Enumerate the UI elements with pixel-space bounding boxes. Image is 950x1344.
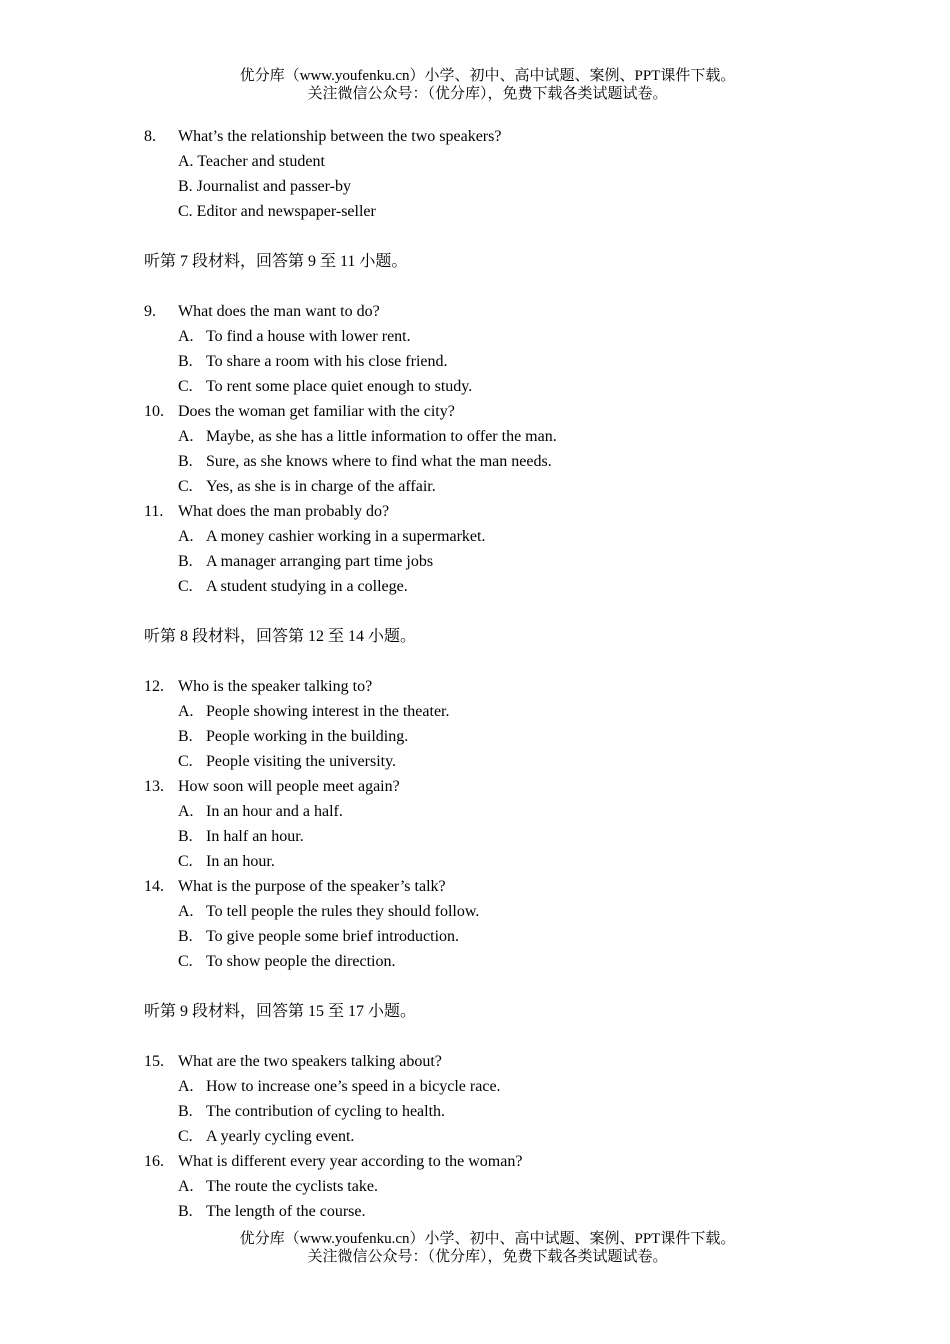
option-letter: C. — [178, 953, 193, 970]
option-text: In half an hour. — [206, 828, 304, 845]
option-item — [0, 324, 950, 349]
option-text: A student studying in a college. — [206, 578, 408, 595]
option-letter: B. — [178, 353, 193, 370]
option-item — [0, 199, 950, 224]
option-item — [0, 949, 950, 974]
option-letter: B. — [178, 828, 193, 845]
option-text: To share a room with his close friend. — [206, 353, 448, 370]
option-text: In an hour and a half. — [206, 803, 343, 820]
question-number: 8. — [144, 128, 156, 145]
question-text: What’s the relationship between the two speakers? — [178, 128, 502, 145]
option-letter: C. — [178, 378, 193, 395]
page-footer — [0, 1230, 950, 1266]
option-item — [0, 349, 950, 374]
option-letter: B. — [178, 728, 193, 745]
option-item — [0, 749, 950, 774]
question-number: 16. — [144, 1153, 164, 1170]
question-13 — [0, 774, 950, 799]
question-text: How soon will people meet again? — [178, 778, 400, 795]
question-number: 14. — [144, 878, 164, 895]
option-letter: A. — [178, 328, 194, 345]
option-item — [0, 699, 950, 724]
option-letter: B. — [178, 1203, 193, 1220]
question-text: Does the woman get familiar with the city? — [178, 403, 455, 420]
option-letter: A. — [178, 703, 194, 720]
option-text: B. Journalist and passer-by — [178, 178, 351, 195]
option-letter: C. — [178, 1128, 193, 1145]
option-text: Maybe, as she has a little information to offer the man. — [206, 428, 557, 445]
page-header — [0, 67, 950, 103]
option-text: People visiting the university. — [206, 753, 397, 770]
option-text: A. Teacher and student — [178, 153, 325, 170]
option-text: C. Editor and newspaper-seller — [178, 203, 376, 220]
option-letter: C. — [178, 753, 193, 770]
question-16 — [0, 1149, 950, 1174]
option-item — [0, 799, 950, 824]
question-14 — [0, 874, 950, 899]
section-heading-7: 听第 7 段材料，回答第 9 至 11 小题。 — [144, 253, 408, 270]
option-text: To find a house with lower rent. — [206, 328, 411, 345]
option-item — [0, 824, 950, 849]
question-number: 13. — [144, 778, 164, 795]
section-heading-9: 听第 9 段材料，回答第 15 至 17 小题。 — [144, 1003, 417, 1020]
question-12 — [0, 674, 950, 699]
option-item — [0, 474, 950, 499]
option-letter: A. — [178, 528, 194, 545]
question-list — [0, 124, 950, 1224]
option-letter: B. — [178, 928, 193, 945]
question-text: What does the man want to do? — [178, 303, 380, 320]
option-letter: B. — [178, 453, 193, 470]
option-letter: C. — [178, 853, 193, 870]
option-letter: B. — [178, 1103, 193, 1120]
option-letter: B. — [178, 553, 193, 570]
option-letter: A. — [178, 428, 194, 445]
option-letter: C. — [178, 478, 193, 495]
question-text: Who is the speaker talking to? — [178, 678, 373, 695]
option-item — [0, 574, 950, 599]
question-15 — [0, 1049, 950, 1074]
option-letter: A. — [178, 1178, 194, 1195]
option-item — [0, 1174, 950, 1199]
option-item — [0, 449, 950, 474]
question-11 — [0, 499, 950, 524]
option-text: The route the cyclists take. — [206, 1178, 378, 1195]
option-text: In an hour. — [206, 853, 275, 870]
option-item — [0, 1199, 950, 1224]
question-10 — [0, 399, 950, 424]
option-item — [0, 549, 950, 574]
footer-line-1: 优分库（www.youfenku.cn）小学、初中、高中试题、案例、PPT课件下载。 — [239, 1231, 736, 1247]
option-text: To show people the direction. — [206, 953, 396, 970]
option-item — [0, 374, 950, 399]
option-text: Sure, as she knows where to find what the man needs. — [206, 453, 552, 470]
option-text: The length of the course. — [206, 1203, 366, 1220]
option-text: Yes, as she is in charge of the affair. — [206, 478, 436, 495]
header-line-2: 关注微信公众号：（优分库），免费下载各类试题试卷。 — [307, 86, 668, 102]
option-text: A yearly cycling event. — [206, 1128, 355, 1145]
section-heading-8: 听第 8 段材料，回答第 12 至 14 小题。 — [144, 628, 417, 645]
option-item — [0, 524, 950, 549]
question-9 — [0, 299, 950, 324]
question-number: 11. — [144, 503, 164, 520]
option-text: People working in the building. — [206, 728, 409, 745]
option-item — [0, 149, 950, 174]
option-text: A money cashier working in a supermarket. — [206, 528, 486, 545]
option-text: People showing interest in the theater. — [206, 703, 450, 720]
option-item — [0, 1124, 950, 1149]
question-text: What is different every year according to the woman? — [178, 1153, 523, 1170]
option-item — [0, 899, 950, 924]
option-item — [0, 424, 950, 449]
question-number: 9. — [144, 303, 156, 320]
option-item — [0, 724, 950, 749]
option-item — [0, 849, 950, 874]
question-text: What are the two speakers talking about? — [178, 1053, 442, 1070]
option-text: To give people some brief introduction. — [206, 928, 460, 945]
question-number: 15. — [144, 1053, 164, 1070]
option-text: How to increase one’s speed in a bicycle race. — [206, 1078, 501, 1095]
question-number: 10. — [144, 403, 164, 420]
option-item — [0, 1099, 950, 1124]
question-8 — [0, 124, 950, 149]
option-item — [0, 924, 950, 949]
option-letter: A. — [178, 903, 194, 920]
option-text: To tell people the rules they should follow. — [206, 903, 480, 920]
option-letter: C. — [178, 578, 193, 595]
footer-line-2: 关注微信公众号：（优分库），免费下载各类试题试卷。 — [307, 1249, 668, 1265]
question-text: What is the purpose of the speaker’s talk? — [178, 878, 446, 895]
header-line-1: 优分库（www.youfenku.cn）小学、初中、高中试题、案例、PPT课件下载。 — [239, 68, 736, 84]
option-letter: A. — [178, 1078, 194, 1095]
option-letter: A. — [178, 803, 194, 820]
option-text: To rent some place quiet enough to study. — [206, 378, 473, 395]
option-text: The contribution of cycling to health. — [206, 1103, 446, 1120]
option-item — [0, 174, 950, 199]
question-text: What does the man probably do? — [178, 503, 390, 520]
option-text: A manager arranging part time jobs — [206, 553, 434, 570]
option-item — [0, 1074, 950, 1099]
question-number: 12. — [144, 678, 164, 695]
